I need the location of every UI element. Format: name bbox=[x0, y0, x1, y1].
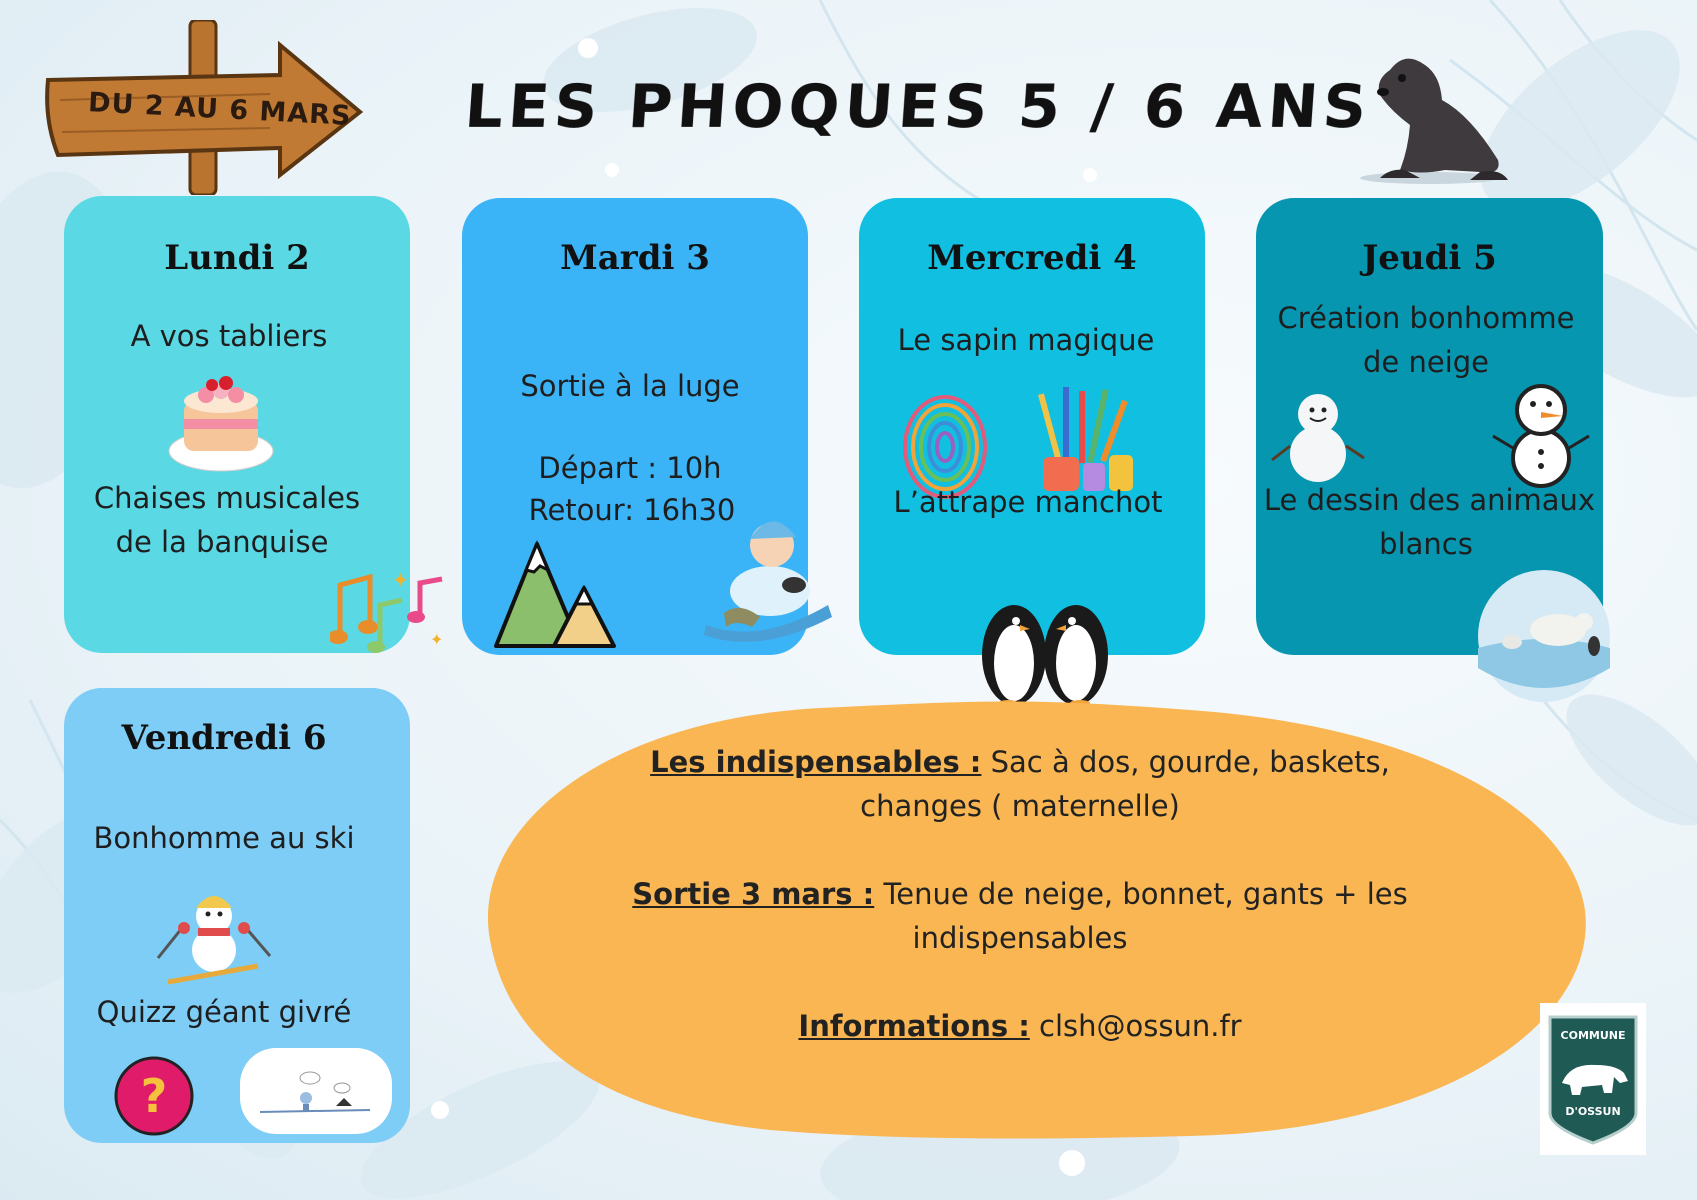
contact-email[interactable]: clsh@ossun.fr bbox=[1039, 1009, 1242, 1043]
day-title: Mardi 3 bbox=[560, 238, 710, 278]
info-text-block bbox=[560, 740, 1480, 1092]
indispensables-text-2: changes ( maternelle) bbox=[860, 789, 1180, 823]
page-title: LES PHOQUES 5 / 6 ANS bbox=[462, 72, 1374, 142]
activity-label: Le dessin des animaux bbox=[1263, 483, 1596, 517]
logo-line-1: COMMUNE bbox=[1560, 1029, 1626, 1042]
mountains-icon bbox=[492, 538, 622, 650]
cake-icon bbox=[166, 371, 276, 476]
activity-label: Retour: 16h30 bbox=[528, 493, 736, 527]
day-title: Lundi 2 bbox=[164, 238, 310, 278]
music-notes-icon bbox=[330, 565, 450, 655]
indispensables-label: Les indispensables : bbox=[650, 745, 982, 779]
sortie-label: Sortie 3 mars : bbox=[632, 877, 875, 911]
date-range-label: DU 2 AU 6 MARS bbox=[87, 87, 353, 132]
activity-label: Le sapin magique bbox=[897, 323, 1155, 357]
skiing-snowman-icon bbox=[154, 888, 274, 988]
arctic-animals-icon bbox=[1476, 568, 1612, 704]
indispensables-text: Sac à dos, gourde, baskets, bbox=[990, 745, 1390, 779]
snowman-icon bbox=[1491, 378, 1591, 488]
activity-label: de la banquise bbox=[115, 525, 329, 559]
question-mark-icon bbox=[114, 1056, 194, 1136]
sortie-text-2: indispensables bbox=[912, 921, 1128, 955]
seal-icon bbox=[1350, 40, 1510, 185]
activity-label: L’attrape manchot bbox=[893, 485, 1163, 519]
activity-label: Chaises musicales bbox=[93, 481, 361, 515]
activity-label: Création bonhomme bbox=[1277, 301, 1575, 335]
activity-label: Quizz géant givré bbox=[96, 995, 352, 1029]
day-title: Jeudi 5 bbox=[1362, 238, 1497, 278]
activity-label: Sortie à la luge bbox=[520, 369, 740, 403]
svg-text:✦: ✦ bbox=[430, 630, 444, 649]
activity-label: blancs bbox=[1379, 527, 1473, 561]
svg-text:✦: ✦ bbox=[392, 568, 409, 592]
activity-label: Bonhomme au ski bbox=[93, 821, 355, 855]
activity-label: Départ : 10h bbox=[538, 451, 722, 485]
activity-label: A vos tabliers bbox=[130, 319, 328, 353]
polar-bear-icon bbox=[1540, 1003, 1646, 1155]
sortie-text: Tenue de neige, bonnet, gants + les bbox=[883, 877, 1408, 911]
drawing-thumbnail-icon bbox=[240, 1048, 392, 1134]
day-title: Mercredi 4 bbox=[927, 238, 1137, 278]
logo-line-2: D'OSSUN bbox=[1565, 1105, 1621, 1118]
day-title: Vendredi 6 bbox=[121, 718, 327, 758]
day-card-mercredi bbox=[859, 198, 1205, 655]
penguins-icon bbox=[980, 597, 1110, 705]
svg-text:?: ? bbox=[140, 1069, 168, 1123]
paint-brushes-icon bbox=[1029, 383, 1139, 493]
activity-label: de neige bbox=[1363, 345, 1489, 379]
snowman-icon bbox=[1270, 388, 1366, 484]
commune-logo bbox=[1540, 1003, 1646, 1155]
day-card-vendredi bbox=[64, 688, 410, 1143]
informations-label: Informations : bbox=[798, 1009, 1030, 1043]
sledding-child-icon bbox=[700, 505, 840, 655]
